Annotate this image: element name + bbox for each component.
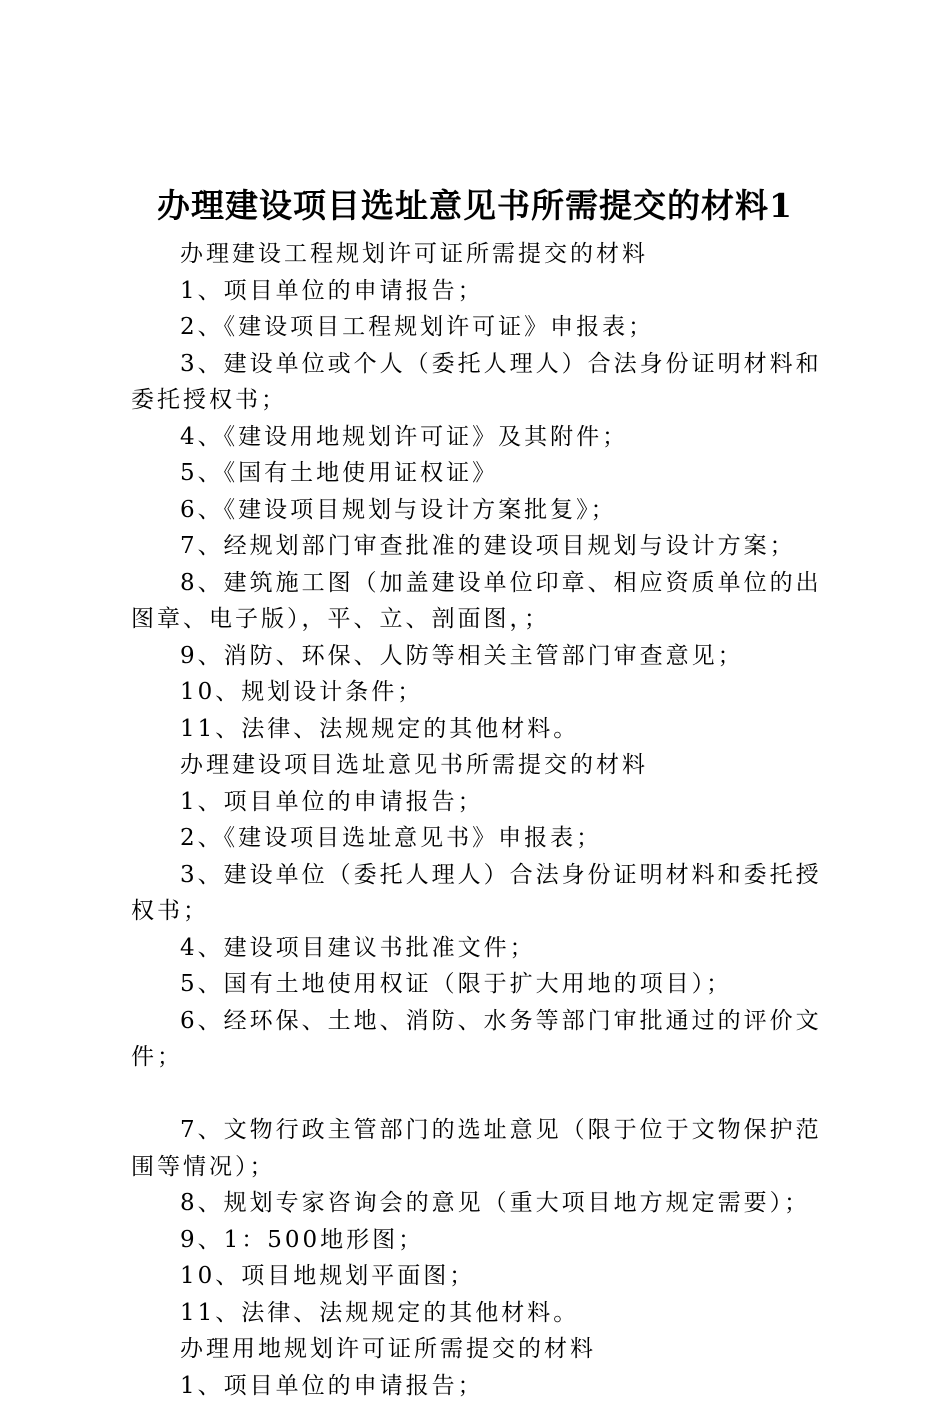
list-item: 10、规划设计条件； (131, 674, 831, 711)
list-item: 11、法律、法规规定的其他材料。 (131, 1295, 831, 1332)
list-item: 7、文物行政主管部门的选址意见（限于位于文物保护范围等情况）； (131, 1112, 831, 1185)
list-item: 1、项目单位的申请报告； (131, 784, 831, 821)
list-item: 10、项目地规划平面图； (131, 1258, 831, 1295)
list-item: 1、项目单位的申请报告； (131, 1368, 831, 1404)
document-body (131, 236, 831, 1404)
list-item: 6、《建设项目规划与设计方案批复》； (131, 492, 831, 529)
section-heading-land-use-permit: 办理用地规划许可证所需提交的材料 (131, 1331, 831, 1368)
list-item: 9、消防、环保、人防等相关主管部门审查意见； (131, 638, 831, 675)
list-item: 5、国有土地使用权证（限于扩大用地的项目）； (131, 966, 831, 1003)
list-item: 4、《建设用地规划许可证》及其附件； (131, 419, 831, 456)
list-item: 3、建设单位或个人（委托人理人）合法身份证明材料和委托授权书； (131, 346, 831, 419)
section-heading-construction-permit: 办理建设工程规划许可证所需提交的材料 (131, 236, 831, 273)
list-item: 8、规划专家咨询会的意见（重大项目地方规定需要）； (131, 1185, 831, 1222)
section-heading-site-selection: 办理建设项目选址意见书所需提交的材料 (131, 747, 831, 784)
blank-line (131, 1076, 831, 1113)
list-item: 2、《建设项目选址意见书》申报表； (131, 820, 831, 857)
list-item: 6、经环保、土地、消防、水务等部门审批通过的评价文件； (131, 1003, 831, 1076)
list-item: 4、建设项目建议书批准文件； (131, 930, 831, 967)
list-item: 9、1：500地形图； (131, 1222, 831, 1259)
list-item: 5、《国有土地使用证权证》 (131, 455, 831, 492)
list-item: 3、建设单位（委托人理人）合法身份证明材料和委托授权书； (131, 857, 831, 930)
list-item: 11、法律、法规规定的其他材料。 (131, 711, 831, 748)
list-item: 2、《建设项目工程规划许可证》申报表； (131, 309, 831, 346)
list-item: 7、经规划部门审查批准的建设项目规划与设计方案； (131, 528, 831, 565)
list-item: 1、项目单位的申请报告； (131, 273, 831, 310)
list-item: 8、建筑施工图（加盖建设单位印章、相应资质单位的出图章、电子版），平、立、剖面图，； (131, 565, 831, 638)
document-title: 办理建设项目选址意见书所需提交的材料1 (0, 184, 950, 228)
